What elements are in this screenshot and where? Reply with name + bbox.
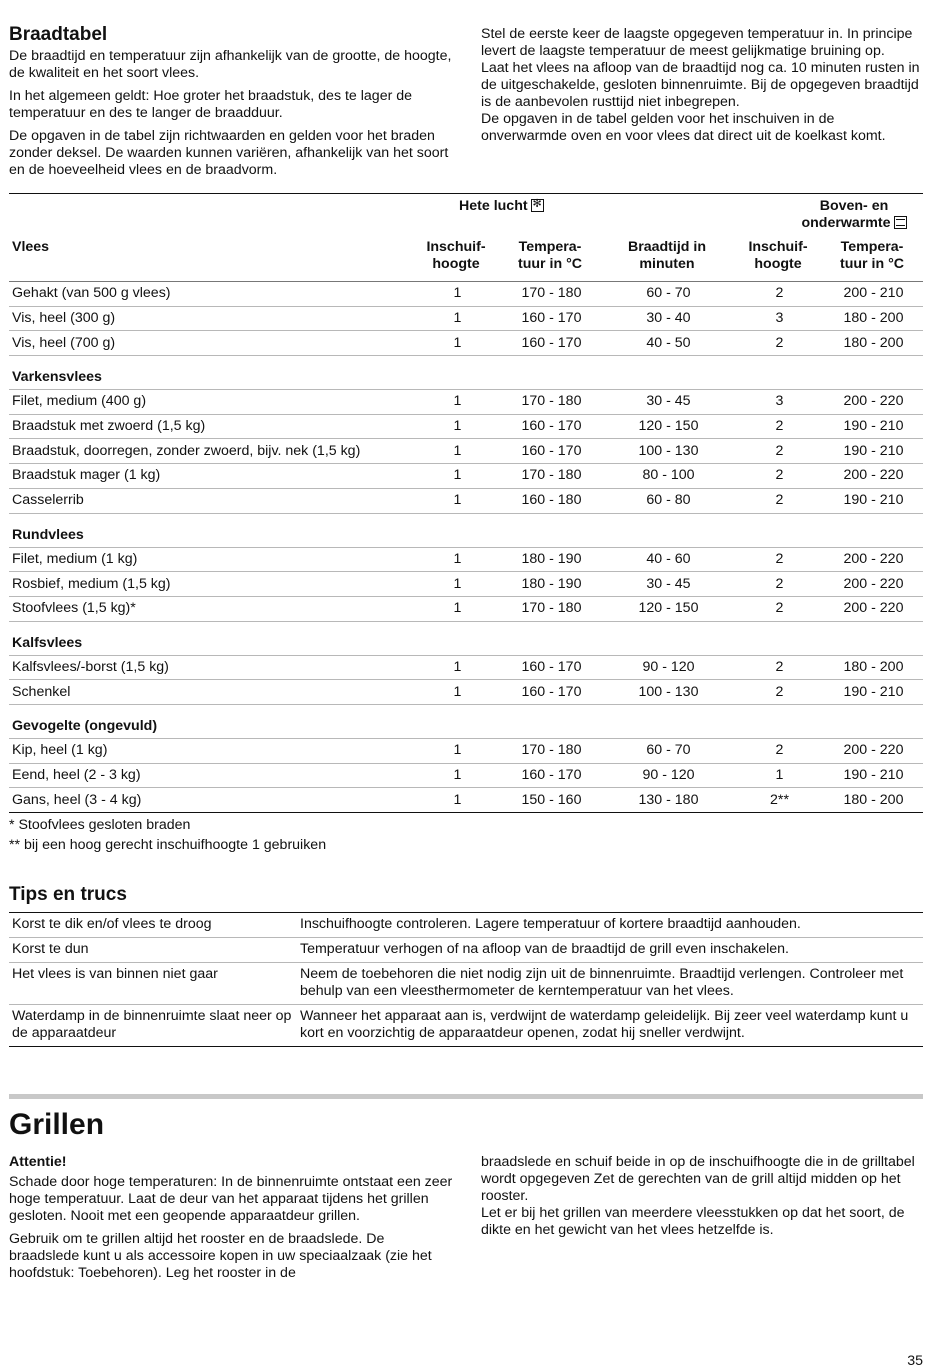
braadtabel-title: Braadtabel (9, 24, 108, 45)
table-row (9, 488, 923, 513)
table-row (9, 390, 923, 415)
meat-name-cell: Vis, heel (300 g) (9, 306, 411, 331)
hot-air-temp-cell: 160 - 170 (501, 331, 599, 356)
top-bottom-level-cell: 2 (735, 680, 821, 705)
hot-air-temp-cell: 170 - 180 (501, 464, 599, 489)
grillen-right-column (481, 1143, 923, 1288)
table-row (9, 738, 923, 763)
hot-air-temp-cell: 160 - 180 (501, 488, 599, 513)
top-bottom-heat-header: Boven- en onderwarmte (735, 194, 923, 236)
table-row (9, 788, 923, 813)
grillen-content (9, 1143, 923, 1288)
tip-solution: Neem de toebehoren die niet nodig zijn uit de binnenruimte. Braadtijd verlengen. Controleer met behulp van een vleesthermometer de kerntemperatuur van het vlees. (297, 963, 923, 1005)
grillen-title: Grillen (9, 1108, 105, 1141)
intro-paragraph: Laat het vlees na afloop van de braadtijd nog ca. 10 minuten rusten in de uitgeschakelde, gesloten binnenruimte. Bij de opgegeven braadtijd is de aanbevolen rusttijd niet inbegrepen. (481, 60, 920, 110)
table-row (9, 331, 923, 356)
top-bottom-temp-cell: 200 - 210 (821, 282, 923, 307)
hot-air-temp-cell: 170 - 180 (501, 738, 599, 763)
meat-name-cell: Filet, medium (1 kg) (9, 547, 411, 572)
roast-time-cell: 80 - 100 (599, 464, 735, 489)
top-bottom-level-cell: 3 (735, 390, 821, 415)
hot-air-level-cell: 1 (411, 596, 501, 621)
roast-time-cell: 60 - 70 (599, 282, 735, 307)
meat-category: Rundvlees (9, 513, 923, 547)
tip-problem: Korst te dun (9, 938, 297, 963)
meat-name-cell: Braadstuk, doorregen, zonder zwoerd, bijv. nek (1,5 kg) (9, 439, 411, 464)
hot-air-temp-cell: 180 - 190 (501, 572, 599, 597)
top-bottom-level-cell: 2** (770, 791, 789, 808)
intro-paragraph: De opgaven in de tabel zijn richtwaarden en gelden voor het braden zonder deksel. De waarden kunnen variëren, afhankelijk van het soort en de hoeveelheid vlees en de braadvorm. (9, 128, 449, 178)
roast-time-cell: 60 - 70 (599, 738, 735, 763)
roast-time-cell: 120 - 150 (599, 596, 735, 621)
meat-name-cell: Stoofvlees (1,5 kg)* (9, 596, 411, 621)
table-row (9, 763, 923, 788)
top-bottom-temp-cell: 180 - 200 (821, 655, 923, 680)
hot-air-temp-cell: 150 - 160 (521, 791, 582, 808)
hot-air-level-cell: 1 (411, 331, 501, 356)
table-group-row (9, 513, 923, 547)
top-bottom-temp-cell: 190 - 210 (821, 763, 923, 788)
table-row (9, 464, 923, 489)
table-group-row (9, 704, 923, 738)
hot-air-level-cell: 1 (411, 464, 501, 489)
top-bottom-temp-cell: 200 - 220 (821, 572, 923, 597)
table-row (9, 596, 923, 621)
roast-time-cell: 40 - 60 (599, 547, 735, 572)
grillen-paragraph: Gebruik om te grillen altijd het rooster en de braadslede. De braadslede kunt u als accessoire kopen in uw speciaalzaak (zie het hoofdstuk: Toebehoren). Leg het rooster in de (9, 1231, 432, 1281)
col-temp-header: Tempera- tuur in °C (821, 236, 923, 282)
col-meat-header: Vlees (9, 236, 411, 282)
tip-solution: Wanneer het apparaat aan is, verdwijnt de waterdamp geleidelijk. Bij zeer veel waterdamp kunt u kort en voorzichtig de apparaatdeur openen, zodat hij sneller verdwijnt. (300, 1008, 909, 1041)
hot-air-temp-cell: 170 - 180 (501, 282, 599, 307)
hot-air-temp-cell: 160 - 170 (501, 439, 599, 464)
intro-paragraph: De opgaven in de tabel gelden voor het inschuiven in de onverwarmde oven en voor vlees dat direct uit de koelkast komt. (481, 111, 886, 144)
tip-problem: Korst te dik en/of vlees te droog (9, 913, 297, 938)
table-row (9, 680, 923, 705)
intro-paragraph: Stel de eerste keer de laagste opgegeven temperatuur in. In principe levert de laagste temperatuur de meest gelijkmatige bruining op. (481, 26, 913, 59)
top-bottom-level-cell: 2 (735, 464, 821, 489)
tips-row (9, 963, 923, 1005)
hot-air-level-cell: 1 (411, 488, 501, 513)
top-bottom-temp-cell: 200 - 220 (821, 464, 923, 489)
top-bottom-level-cell: 2 (735, 738, 821, 763)
meat-name-cell: Eend, heel (2 - 3 kg) (9, 763, 411, 788)
col-time-header: Braadtijd in minuten (599, 236, 735, 282)
meat-name-cell: Braadstuk mager (1 kg) (9, 464, 411, 489)
meat-name-cell: Kip, heel (1 kg) (9, 738, 411, 763)
hot-air-temp-cell: 160 - 170 (501, 763, 599, 788)
roast-time-cell: 90 - 120 (599, 763, 735, 788)
table-row (9, 572, 923, 597)
fan-icon (531, 199, 544, 212)
roast-time-cell: 120 - 150 (599, 414, 735, 439)
attention-label: Attentie! (9, 1154, 67, 1170)
hot-air-temp-cell: 160 - 170 (501, 414, 599, 439)
page (9, 0, 923, 1368)
top-bottom-heat-icon (894, 216, 907, 229)
top-bottom-level-cell: 2 (735, 282, 821, 307)
top-bottom-temp-cell: 180 - 200 (821, 306, 923, 331)
meat-name-cell: Filet, medium (400 g) (9, 390, 411, 415)
roast-time-cell: 60 - 80 (599, 488, 735, 513)
table-row (9, 439, 923, 464)
top-bottom-level-cell: 2 (735, 572, 821, 597)
roast-time-cell: 100 - 130 (599, 680, 735, 705)
tips-table (9, 912, 923, 1047)
meat-name-cell: Braadstuk met zwoerd (1,5 kg) (9, 414, 411, 439)
top-bottom-temp-cell: 190 - 210 (821, 488, 923, 513)
top-bottom-level-cell: 2 (735, 414, 821, 439)
top-bottom-temp-cell: 190 - 210 (821, 439, 923, 464)
top-bottom-level-cell: 2 (735, 655, 821, 680)
hot-air-temp-cell: 160 - 170 (501, 680, 599, 705)
top-bottom-temp-cell: 190 - 210 (821, 414, 923, 439)
meat-name-cell: Gans, heel (3 - 4 kg) (12, 791, 142, 808)
table-row (9, 655, 923, 680)
hot-air-level-cell: 1 (411, 390, 501, 415)
roasting-table (9, 193, 923, 813)
hot-air-temp-cell: 170 - 180 (501, 390, 599, 415)
hot-air-level-cell: 1 (411, 414, 501, 439)
grillen-left-column (9, 1143, 454, 1288)
hot-air-header: Hete lucht✻ (411, 194, 735, 236)
braadtabel-right-column (481, 26, 923, 185)
top-bottom-temp-cell: 180 - 200 (821, 331, 923, 356)
top-bottom-level-cell: 1 (735, 763, 821, 788)
hot-air-level-cell: 1 (411, 738, 501, 763)
table-note: * Stoofvlees gesloten braden (9, 817, 191, 833)
tips-row (9, 913, 923, 938)
hot-air-temp-cell: 160 - 170 (501, 655, 599, 680)
hot-air-temp-cell: 160 - 170 (501, 306, 599, 331)
meat-category: Varkensvlees (9, 356, 923, 390)
tip-solution: Inschuifhoogte controleren. Lagere temperatuur of kortere braadtijd aanhouden. (297, 913, 923, 938)
table-row (9, 282, 923, 307)
section-divider (9, 1094, 923, 1099)
col-level-header: Inschuif- hoogte (735, 236, 821, 282)
table-note: ** bij een hoog gerecht inschuifhoogte 1 gebruiken (9, 837, 327, 853)
tips-title: Tips en trucs (9, 884, 127, 905)
braadtabel-left-column (9, 26, 454, 185)
grillen-paragraph: Let er bij het grillen van meerdere vleesstukken op dat het soort, de dikte en het gewicht van het vlees hetzelfde is. (481, 1205, 905, 1238)
top-bottom-temp-cell: 200 - 220 (821, 547, 923, 572)
hot-air-level-cell: 1 (411, 547, 501, 572)
tip-solution: Temperatuur verhogen of na afloop van de braadtijd de grill even inschakelen. (297, 938, 923, 963)
hot-air-level-cell: 1 (411, 655, 501, 680)
meat-name-cell: Rosbief, medium (1,5 kg) (9, 572, 411, 597)
roast-time-cell: 40 - 50 (599, 331, 735, 356)
roast-time-cell: 100 - 130 (599, 439, 735, 464)
table-group-row (9, 356, 923, 390)
col-temp-header: Tempera- tuur in °C (501, 236, 599, 282)
hot-air-level-cell: 1 (411, 680, 501, 705)
tip-problem: Het vlees is van binnen niet gaar (9, 963, 297, 1005)
col-level-header: Inschuif- hoogte (411, 236, 501, 282)
hot-air-level-cell: 1 (411, 282, 501, 307)
meat-name-cell: Casselerrib (9, 488, 411, 513)
roasting-table-body (9, 282, 923, 813)
hot-air-level-cell: 1 (411, 763, 501, 788)
top-bottom-temp-cell: 200 - 220 (821, 738, 923, 763)
top-bottom-temp-cell: 200 - 220 (821, 390, 923, 415)
roast-time-cell: 30 - 45 (599, 390, 735, 415)
tip-problem: Waterdamp in de binnenruimte slaat neer op de apparaatdeur (12, 1008, 292, 1041)
top-bottom-temp-cell: 180 - 200 (843, 791, 904, 808)
meat-name-cell: Vis, heel (700 g) (9, 331, 411, 356)
table-row (9, 547, 923, 572)
braadtabel-intro (9, 26, 923, 185)
roast-time-cell: 30 - 40 (599, 306, 735, 331)
roast-time-cell: 30 - 45 (599, 572, 735, 597)
meat-category: Kalfsvlees (9, 621, 923, 655)
top-bottom-level-cell: 2 (735, 596, 821, 621)
top-bottom-temp-cell: 200 - 220 (821, 596, 923, 621)
top-bottom-level-cell: 2 (735, 331, 821, 356)
table-row (9, 414, 923, 439)
intro-paragraph: In het algemeen geldt: Hoe groter het braadstuk, des te lager de temperatuur en des te langer de braadduur. (9, 88, 413, 121)
roast-time-cell: 90 - 120 (599, 655, 735, 680)
grillen-paragraph: braadslede en schuif beide in op de inschuifhoogte die in de grilltabel wordt opgegeven Zet de gerechten van de grill altijd midden op het rooster. (481, 1154, 915, 1204)
top-bottom-level-cell: 3 (735, 306, 821, 331)
meat-name-cell: Gehakt (van 500 g vlees) (9, 282, 411, 307)
hot-air-temp-cell: 170 - 180 (501, 596, 599, 621)
tips-row (9, 1005, 923, 1047)
hot-air-temp-cell: 180 - 190 (501, 547, 599, 572)
table-notes (9, 815, 923, 855)
table-row (9, 306, 923, 331)
meat-category: Gevogelte (ongevuld) (9, 704, 923, 738)
hot-air-level-cell: 1 (453, 791, 462, 808)
hot-air-level-cell: 1 (411, 439, 501, 464)
hot-air-level-cell: 1 (411, 306, 501, 331)
meat-name-cell: Kalfsvlees/-borst (1,5 kg) (9, 655, 411, 680)
tips-row (9, 938, 923, 963)
roast-time-cell: 130 - 180 (638, 791, 699, 808)
intro-paragraph: De braadtijd en temperatuur zijn afhankelijk van de grootte, de hoogte, de kwaliteit en het soort vlees. (9, 48, 452, 81)
grillen-paragraph: Schade door hoge temperaturen: In de binnenruimte ontstaat een zeer hoge temperatuur. Laat de deur van het apparaat tijdens het grillen gesloten. Nooit met een geopende apparaatdeur grillen. (9, 1174, 453, 1224)
table-group-header (9, 194, 923, 236)
top-bottom-level-cell: 2 (735, 488, 821, 513)
meat-name-cell: Schenkel (9, 680, 411, 705)
top-bottom-temp-cell: 190 - 210 (821, 680, 923, 705)
table-group-row (9, 621, 923, 655)
page-number: 35 (907, 1353, 923, 1368)
hot-air-level-cell: 1 (411, 572, 501, 597)
top-bottom-level-cell: 2 (735, 439, 821, 464)
top-bottom-level-cell: 2 (735, 547, 821, 572)
tips-table-body (9, 913, 923, 1047)
table-column-header (9, 236, 923, 282)
